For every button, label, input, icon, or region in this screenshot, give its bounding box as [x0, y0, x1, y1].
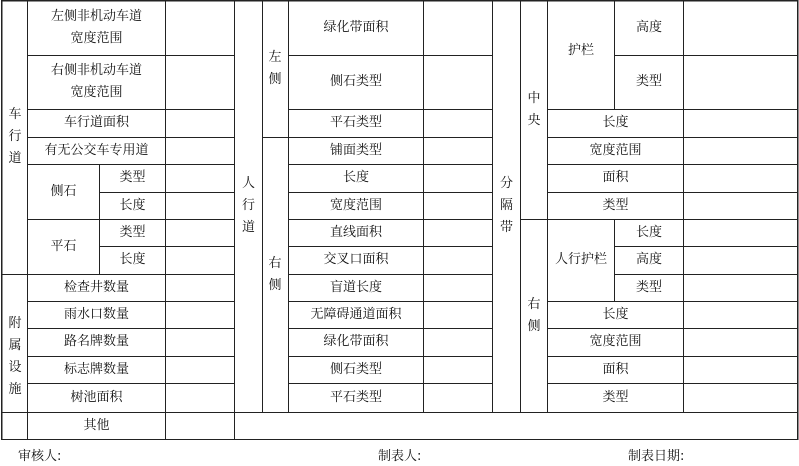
other-label: 其他 — [83, 418, 110, 433]
sidewalk-left-green-area-label: 绿化带面积 — [323, 19, 389, 35]
sidewalk-left-label: 左 侧 — [268, 49, 282, 87]
sidewalk-right-intersection-area-label: 交叉口面积 — [323, 252, 389, 267]
guardrail-height-label: 高度 — [635, 19, 662, 35]
median-right-length-label: 长度 — [602, 306, 629, 322]
roadway-value-column[interactable] — [166, 0, 234, 412]
sidewalk-right-length-label: 长度 — [342, 170, 369, 185]
guardrail-label: 护栏 — [567, 43, 594, 58]
guardrail-type-label: 类型 — [635, 74, 662, 89]
curb-label: 侧石 — [50, 183, 77, 199]
rain-inlet-count-label: 雨水口数量 — [63, 306, 129, 322]
ped-guardrail-height-label: 高度 — [635, 252, 662, 267]
sidewalk-right-pavement-type-label: 铺面类型 — [329, 142, 382, 158]
other-value-cell[interactable] — [166, 413, 797, 439]
ped-guardrail-length-label: 长度 — [635, 224, 662, 240]
sidewalk-left-curb-type-label: 侧石类型 — [329, 74, 382, 89]
sidewalk-right-label: 右 侧 — [268, 255, 282, 293]
reviewer-label: 审核人: — [18, 449, 62, 464]
curb-type-label: 类型 — [119, 170, 146, 185]
median-group-label: 分 隔 带 — [499, 176, 513, 235]
sidewalk-left-flat-stone-type-label: 平石类型 — [329, 115, 382, 130]
median-center-width-range-label: 宽度范围 — [589, 142, 642, 158]
right-nonmotor-lane-width-label: 右侧非机动车道 宽度范围 — [50, 63, 142, 100]
sidewalk-group-label: 人 行 道 — [241, 176, 255, 235]
median-center-label: 中 央 — [527, 90, 541, 128]
bus-lane-label: 有无公交车专用道 — [44, 142, 149, 158]
flat-stone-type-label: 类型 — [119, 224, 146, 240]
ped-guardrail-type-label: 类型 — [635, 279, 662, 295]
sidewalk-right-accessible-area-label: 无障碍通道面积 — [310, 306, 402, 322]
roadway-group-label: 车 行 道 — [8, 107, 22, 166]
median-center-area-label: 面积 — [602, 170, 629, 185]
sidewalk-value-column[interactable] — [424, 0, 492, 412]
preparer-label: 制表人: — [378, 449, 422, 464]
left-nonmotor-lane-width-label: 左侧非机动车道 宽度范围 — [50, 8, 142, 46]
sidewalk-right-green-area-label: 绿化带面积 — [323, 334, 389, 349]
sidewalk-right-width-range-label: 宽度范围 — [329, 197, 382, 213]
median-value-column[interactable] — [684, 0, 797, 412]
median-right-area-label: 面积 — [602, 361, 629, 377]
sidewalk-right-tactile-length-label: 盲道长度 — [329, 279, 382, 295]
flat-stone-label: 平石 — [50, 238, 77, 254]
tree-pit-area-label: 树池面积 — [70, 389, 123, 405]
prepared-date-label: 制表日期: — [628, 449, 685, 464]
roadway-area-label: 车行道面积 — [63, 115, 129, 130]
median-center-type-label: 类型 — [602, 197, 629, 213]
sidewalk-right-curb-type-label: 侧石类型 — [329, 361, 382, 377]
traffic-sign-count-label: 标志牌数量 — [63, 361, 129, 377]
manhole-count-label: 检查井数量 — [63, 279, 129, 295]
ped-guardrail-label: 人行护栏 — [554, 252, 607, 267]
flat-stone-length-label: 长度 — [119, 252, 146, 267]
median-right-width-range-label: 宽度范围 — [589, 334, 642, 349]
median-center-length-label: 长度 — [602, 115, 629, 130]
median-right-type-label: 类型 — [602, 389, 629, 405]
median-right-label: 右 侧 — [527, 296, 541, 334]
sidewalk-right-flat-stone-type-label: 平石类型 — [329, 389, 382, 405]
curb-length-label: 长度 — [119, 197, 146, 213]
sidewalk-right-straight-area-label: 直线面积 — [329, 224, 382, 240]
street-sign-count-label: 路名牌数量 — [63, 334, 129, 349]
facilities-group-label: 附 属 设 施 — [8, 316, 22, 397]
